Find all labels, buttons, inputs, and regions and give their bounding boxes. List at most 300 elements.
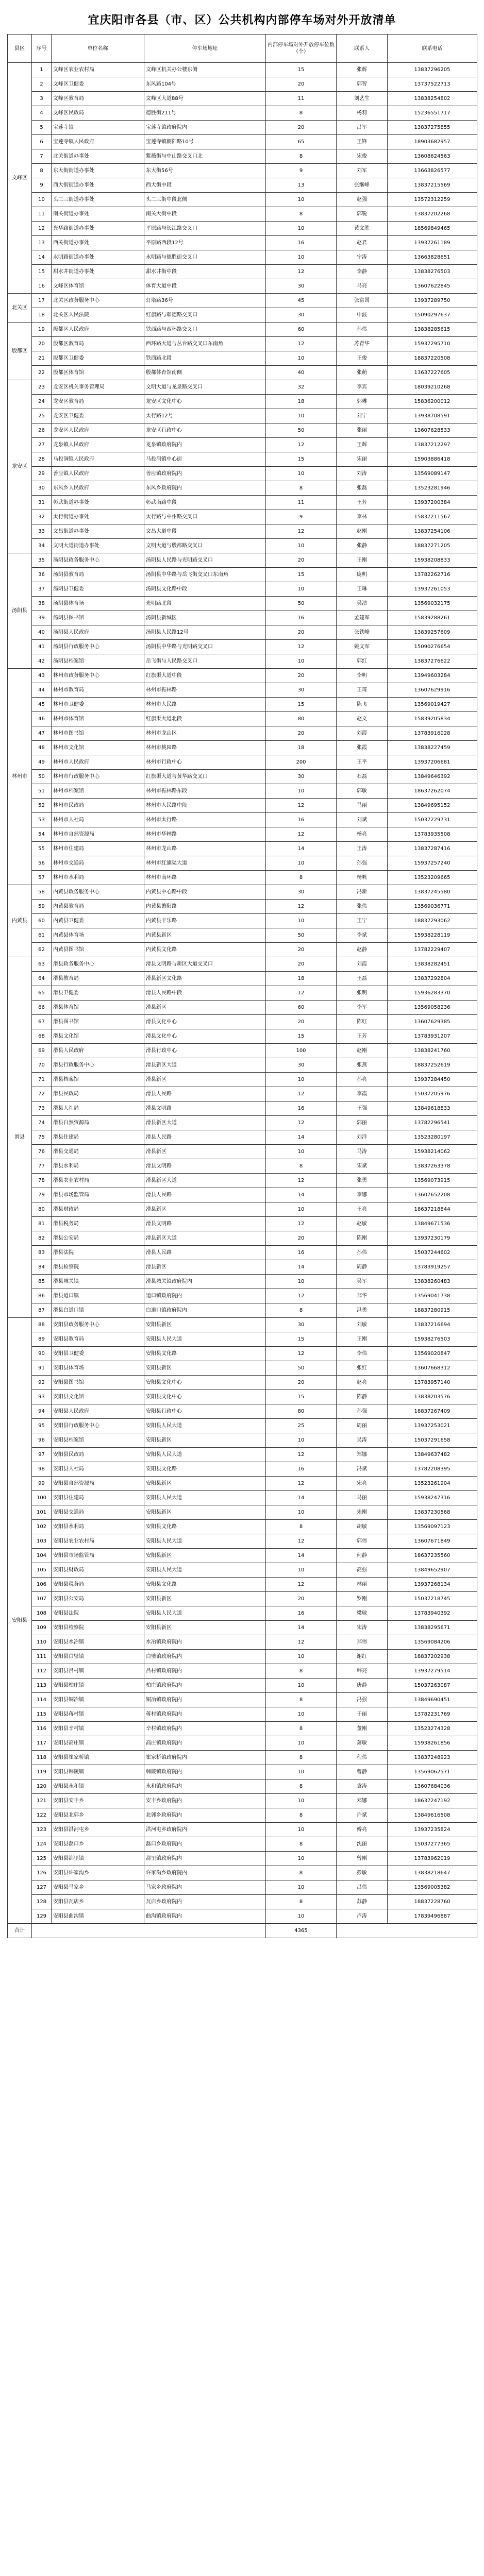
address-cell: 林州市太行路 <box>144 813 266 827</box>
contact-cell: 张霞 <box>337 741 388 755</box>
contact-cell: 王俊 <box>337 351 388 366</box>
unit-name-cell: 滑县交通局 <box>52 1145 144 1159</box>
unit-name-cell: 殷都区人民政府 <box>52 323 144 337</box>
address-cell: 汤阴县人民路12号 <box>144 625 266 640</box>
unit-name-cell: 安阳县体育场 <box>52 1361 144 1376</box>
row-number-cell: 75 <box>32 1130 52 1145</box>
spaces-cell: 18 <box>266 972 337 986</box>
contact-cell: 吕伟 <box>337 1880 388 1895</box>
contact-cell: 邓娜 <box>337 1794 388 1808</box>
phone-cell: 18837202938 <box>388 1650 477 1664</box>
spaces-cell: 20 <box>266 77 337 92</box>
contact-cell: 卢涛 <box>337 1909 388 1924</box>
spaces-cell: 16 <box>266 1246 337 1260</box>
row-number-cell: 33 <box>32 524 52 539</box>
contact-cell: 苏青华 <box>337 337 388 351</box>
phone-cell: 13608624563 <box>388 149 477 164</box>
address-cell: 宝莲寺镇政府院内 <box>144 121 266 135</box>
phone-cell: 15236551717 <box>388 106 477 121</box>
row-number-cell: 64 <box>32 972 52 986</box>
contact-cell: 孙强 <box>337 856 388 871</box>
unit-name-cell: 安阳县白璧镇 <box>52 1650 144 1664</box>
phone-cell: 13849637482 <box>388 1448 477 1462</box>
row-number-cell: 27 <box>32 438 52 452</box>
unit-name-cell: 林州市交通局 <box>52 856 144 871</box>
unit-name-cell: 永明路街道办事处 <box>52 250 144 265</box>
row-number-cell: 45 <box>32 698 52 712</box>
unit-name-cell: 滑县检察院 <box>52 1260 144 1275</box>
table-row <box>8 1549 477 1563</box>
table-row <box>8 1419 477 1433</box>
phone-cell: 13849618833 <box>388 1101 477 1116</box>
spaces-cell: 8 <box>266 1520 337 1534</box>
row-number-cell: 16 <box>32 279 52 294</box>
address-cell: 滑县新区大道 <box>144 1174 266 1188</box>
row-number-cell: 23 <box>32 380 52 395</box>
row-number-cell: 106 <box>32 1578 52 1592</box>
table-body <box>8 63 477 1938</box>
phone-cell: 13607652208 <box>388 1188 477 1202</box>
row-number-cell: 53 <box>32 813 52 827</box>
row-number-cell: 15 <box>32 265 52 279</box>
table-row <box>8 1736 477 1751</box>
address-cell: 林州市振林路东段 <box>144 784 266 799</box>
spaces-cell: 80 <box>266 712 337 726</box>
table-row <box>8 1332 477 1347</box>
contact-cell: 张继峰 <box>337 178 388 193</box>
unit-name-cell: 安阳县吕村镇 <box>52 1664 144 1679</box>
row-number-cell: 4 <box>32 106 52 121</box>
address-cell: 文峰区机关办公楼东侧 <box>144 63 266 77</box>
contact-cell: 郭智 <box>337 77 388 92</box>
contact-cell: 张燕 <box>337 1058 388 1073</box>
spaces-cell: 15 <box>266 1332 337 1347</box>
unit-name-cell: 龙泉镇人民政府 <box>52 438 144 452</box>
table-row <box>8 1029 477 1044</box>
spaces-cell: 8 <box>266 106 337 121</box>
spaces-cell: 50 <box>266 1361 337 1376</box>
phone-cell: 15037291658 <box>388 1433 477 1448</box>
address-cell: 滑县文明路与新区大道交叉口 <box>144 957 266 972</box>
table-row <box>8 222 477 236</box>
spaces-cell: 10 <box>266 784 337 799</box>
phone-cell: 13938708591 <box>388 409 477 423</box>
phone-cell: 15037263087 <box>388 1679 477 1693</box>
contact-cell: 刘艺生 <box>337 92 388 106</box>
table-row <box>8 957 477 972</box>
unit-name-cell: 文峰区农业农村局 <box>52 63 144 77</box>
spaces-cell: 10 <box>266 351 337 366</box>
phone-cell: 13783940392 <box>388 1606 477 1621</box>
spaces-cell: 12 <box>266 640 337 654</box>
table-row <box>8 1693 477 1707</box>
unit-name-cell: 安阳县北郭乡 <box>52 1808 144 1823</box>
address-cell: 宝莲寺镇朝阳路10号 <box>144 135 266 149</box>
table-row <box>8 294 477 308</box>
unit-name-cell: 滑县民政局 <box>52 1087 144 1101</box>
header-phone: 联系电话 <box>388 35 477 63</box>
address-cell: 滑县新区大道 <box>144 1116 266 1130</box>
contact-cell: 马亮 <box>337 279 388 294</box>
unit-name-cell: 安阳县磊口乡 <box>52 1837 144 1852</box>
phone-cell: 18637262074 <box>388 784 477 799</box>
address-cell: 柏庄镇政府院内 <box>144 1679 266 1693</box>
address-cell: 滑县新区 <box>144 1001 266 1015</box>
spaces-cell: 12 <box>266 1289 337 1303</box>
spaces-cell: 16 <box>266 813 337 827</box>
table-row <box>8 1318 477 1332</box>
address-cell: 滑县新区大道 <box>144 1058 266 1073</box>
row-number-cell: 28 <box>32 452 52 467</box>
contact-cell: 宋亮 <box>337 1477 388 1491</box>
contact-cell: 王芳 <box>337 1029 388 1044</box>
table-row <box>8 1217 477 1231</box>
contact-cell: 吴军 <box>337 1275 388 1289</box>
table-row <box>8 755 477 770</box>
row-number-cell: 10 <box>32 193 52 207</box>
unit-name-cell: 滑县教育局 <box>52 972 144 986</box>
table-row <box>8 77 477 92</box>
row-number-cell: 59 <box>32 900 52 914</box>
table-row <box>8 712 477 726</box>
phone-cell: 15837211567 <box>388 510 477 524</box>
phone-cell: 13783919257 <box>388 1260 477 1275</box>
contact-cell: 王锋 <box>337 135 388 149</box>
spaces-cell: 20 <box>266 1592 337 1606</box>
phone-cell: 13838285615 <box>388 323 477 337</box>
contact-cell: 唐静 <box>337 1679 388 1693</box>
table-row <box>8 1707 477 1722</box>
table-row <box>8 625 477 640</box>
spaces-cell: 12 <box>266 1578 337 1592</box>
contact-cell: 刘斌 <box>337 813 388 827</box>
table-row <box>8 1159 477 1174</box>
table-row <box>8 106 477 121</box>
unit-name-cell: 滑县农业农村局 <box>52 1174 144 1188</box>
unit-name-cell: 安阳县卫健委 <box>52 1347 144 1361</box>
row-number-cell: 99 <box>32 1477 52 1491</box>
document-title: 宜庆阳市各县（市、区）公共机构内部停车场对外开放清单 <box>88 14 396 27</box>
address-cell: 岳飞街与人民路交叉口 <box>144 654 266 669</box>
address-cell: 水冶镇政府院内 <box>144 1635 266 1650</box>
table-row <box>8 597 477 611</box>
address-cell: 汤阴县文化路中段 <box>144 582 266 597</box>
phone-cell: 13523280197 <box>388 1130 477 1145</box>
row-number-cell: 128 <box>32 1895 52 1909</box>
address-cell: 滑县人民路 <box>144 1246 266 1260</box>
spaces-cell: 12 <box>266 1635 337 1650</box>
row-number-cell: 73 <box>32 1101 52 1116</box>
row-number-cell: 43 <box>32 669 52 683</box>
table-row <box>8 1794 477 1808</box>
address-cell: 汤阴县新城区 <box>144 611 266 625</box>
phone-cell: 13783935508 <box>388 827 477 842</box>
phone-cell: 13783962019 <box>388 1852 477 1866</box>
spaces-cell: 50 <box>266 423 337 438</box>
address-cell: 安阳县新区 <box>144 1361 266 1376</box>
table-row <box>8 1202 477 1217</box>
unit-name-cell: 内黄县图书馆 <box>52 943 144 957</box>
address-cell: 白道口镇政府院内 <box>144 1303 266 1318</box>
contact-cell: 王磊 <box>337 972 388 986</box>
row-number-cell: 57 <box>32 871 52 885</box>
spaces-cell: 200 <box>266 755 337 770</box>
row-number-cell: 39 <box>32 611 52 625</box>
table-row <box>8 1823 477 1837</box>
table-row <box>8 539 477 553</box>
address-cell: 滑县人民路 <box>144 1130 266 1145</box>
address-cell: 滑县文明路 <box>144 1159 266 1174</box>
contact-cell: 吕军 <box>337 121 388 135</box>
address-cell: 西大街中段 <box>144 178 266 193</box>
phone-cell: 15037244602 <box>388 1246 477 1260</box>
address-cell: 磊口乡政府院内 <box>144 1837 266 1852</box>
row-number-cell: 62 <box>32 943 52 957</box>
row-number-cell: 71 <box>32 1073 52 1087</box>
row-number-cell: 46 <box>32 712 52 726</box>
table-row <box>8 611 477 625</box>
table-row <box>8 1578 477 1592</box>
unit-name-cell: 甜水井街道办事处 <box>52 265 144 279</box>
phone-cell: 13837275855 <box>388 121 477 135</box>
table-row <box>8 308 477 323</box>
contact-cell: 赵强 <box>337 193 388 207</box>
row-number-cell: 38 <box>32 597 52 611</box>
spaces-cell: 8 <box>266 1837 337 1852</box>
row-number-cell: 11 <box>32 207 52 222</box>
table-row <box>8 92 477 106</box>
spaces-cell: 20 <box>266 957 337 972</box>
row-number-cell: 101 <box>32 1505 52 1520</box>
spaces-cell: 10 <box>266 1505 337 1520</box>
spaces-cell: 12 <box>266 524 337 539</box>
table-row <box>8 698 477 712</box>
unit-name-cell: 安阳县市场监管局 <box>52 1549 144 1563</box>
row-number-cell: 58 <box>32 885 52 900</box>
spaces-cell: 12 <box>266 986 337 1001</box>
address-cell: 安阳县人民大道 <box>144 1534 266 1549</box>
spaces-cell: 10 <box>266 1794 337 1808</box>
table-row <box>8 1073 477 1087</box>
address-cell: 内黄县新区 <box>144 928 266 943</box>
contact-cell: 张萌 <box>337 366 388 380</box>
contact-cell: 刘霞 <box>337 726 388 741</box>
phone-cell: 15938247316 <box>388 1491 477 1505</box>
address-cell: 内黄县丰乐路 <box>144 914 266 928</box>
phone-cell: 13837212297 <box>388 438 477 452</box>
table-row <box>8 770 477 784</box>
unit-name-cell: 龙安区教育局 <box>52 395 144 409</box>
table-row <box>8 726 477 741</box>
unit-name-cell: 滑县卫健委 <box>52 986 144 1001</box>
district-cell: 林州市 <box>8 669 32 885</box>
spaces-cell: 14 <box>266 1491 337 1505</box>
unit-name-cell: 林州市人民政府 <box>52 755 144 770</box>
row-number-cell: 22 <box>32 366 52 380</box>
row-number-cell: 98 <box>32 1462 52 1477</box>
contact-cell: 李斌 <box>337 928 388 943</box>
address-cell: 红旗路与彰德路交叉口 <box>144 308 266 323</box>
unit-name-cell: 安阳县曲沟镇 <box>52 1909 144 1924</box>
address-cell: 灯塔路36号 <box>144 294 266 308</box>
contact-cell: 郑伟 <box>337 1635 388 1650</box>
unit-name-cell: 安阳县财政局 <box>52 1563 144 1578</box>
row-number-cell: 44 <box>32 683 52 698</box>
phone-cell: 13837292804 <box>388 972 477 986</box>
spaces-cell: 8 <box>266 1664 337 1679</box>
row-number-cell: 78 <box>32 1174 52 1188</box>
table-row <box>8 149 477 164</box>
contact-cell: 宋涛 <box>337 1621 388 1635</box>
row-number-cell: 123 <box>32 1823 52 1837</box>
contact-cell: 宋俊 <box>337 149 388 164</box>
contact-cell: 张勇 <box>337 1174 388 1188</box>
address-cell: 滑县文明路 <box>144 1101 266 1116</box>
header-unit-name: 单位名称 <box>52 35 144 63</box>
address-cell: 殷都体育馆南侧 <box>144 366 266 380</box>
address-cell: 安阳县人民大道 <box>144 1419 266 1433</box>
contact-cell: 姚文军 <box>337 640 388 654</box>
address-cell: 文明大道与殷都路交叉口 <box>144 539 266 553</box>
spaces-cell: 16 <box>266 236 337 250</box>
unit-name-cell: 安阳县辛村镇 <box>52 1722 144 1736</box>
row-number-cell: 96 <box>32 1433 52 1448</box>
table-row <box>8 799 477 813</box>
spaces-cell: 20 <box>266 1376 337 1390</box>
spaces-cell: 10 <box>266 1650 337 1664</box>
contact-cell: 梁敏 <box>337 1606 388 1621</box>
address-cell: 德胜街211号 <box>144 106 266 121</box>
table-row <box>8 1101 477 1116</box>
phone-cell: 13937261189 <box>388 236 477 250</box>
contact-cell: 张丽 <box>337 423 388 438</box>
table-row <box>8 323 477 337</box>
table-row <box>8 1880 477 1895</box>
address-cell: 西环路大道与丛台路交叉口东南角 <box>144 337 266 351</box>
contact-cell: 刘涛 <box>337 467 388 481</box>
table-row <box>8 1404 477 1419</box>
contact-cell: 王亮 <box>337 1202 388 1217</box>
address-cell: 安阳县人民大道 <box>144 1448 266 1462</box>
spaces-cell: 12 <box>266 1087 337 1101</box>
row-number-cell: 105 <box>32 1563 52 1578</box>
table-row <box>8 1390 477 1404</box>
table-row <box>8 1361 477 1376</box>
contact-cell: 傅亮 <box>337 1823 388 1837</box>
table-row <box>8 1837 477 1852</box>
unit-name-cell: 安阳县教育局 <box>52 1332 144 1347</box>
row-number-cell: 66 <box>32 1001 52 1015</box>
phone-cell: 13849652907 <box>388 1563 477 1578</box>
unit-name-cell: 安阳县许家沟乡 <box>52 1866 144 1880</box>
row-number-cell: 81 <box>32 1217 52 1231</box>
spaces-cell: 12 <box>266 1477 337 1491</box>
contact-cell: 宋斌 <box>337 1159 388 1174</box>
header-address: 停车场地址 <box>144 35 266 63</box>
row-number-cell: 111 <box>32 1650 52 1664</box>
unit-name-cell: 汤阴县卫健委 <box>52 582 144 597</box>
address-cell: 洪河屯乡政府院内 <box>144 1823 266 1837</box>
phone-cell: 13838241760 <box>388 1044 477 1058</box>
phone-cell: 13837216694 <box>388 1318 477 1332</box>
address-cell: 安阳县人民大道 <box>144 1606 266 1621</box>
table-row <box>8 640 477 654</box>
table-row <box>8 1246 477 1260</box>
table-row <box>8 409 477 423</box>
spaces-cell: 30 <box>266 308 337 323</box>
table-row <box>8 1130 477 1145</box>
table-row <box>8 265 477 279</box>
spaces-cell: 12 <box>266 438 337 452</box>
table-row <box>8 827 477 842</box>
unit-name-cell: 文明大道街道办事处 <box>52 539 144 553</box>
row-number-cell: 113 <box>32 1679 52 1693</box>
table-row <box>8 972 477 986</box>
spaces-cell: 15 <box>266 1029 337 1044</box>
unit-name-cell: 滑县政务服务中心 <box>52 957 144 972</box>
spaces-cell: 15 <box>266 568 337 582</box>
unit-name-cell: 林州市教育局 <box>52 683 144 698</box>
contact-cell: 杨莉 <box>337 106 388 121</box>
contact-cell: 孙强 <box>337 1404 388 1419</box>
phone-cell: 13607629916 <box>388 683 477 698</box>
table-row <box>8 1650 477 1664</box>
unit-name-cell: 安阳县都里镇 <box>52 1852 144 1866</box>
table-row <box>8 669 477 683</box>
address-cell: 内黄县中心路中段 <box>144 885 266 900</box>
row-number-cell: 90 <box>32 1347 52 1361</box>
spaces-cell: 15 <box>266 63 337 77</box>
unit-name-cell: 南关街道办事处 <box>52 207 144 222</box>
phone-cell: 13782229407 <box>388 943 477 957</box>
unit-name-cell: 西关街道办事处 <box>52 236 144 250</box>
spaces-cell: 10 <box>266 222 337 236</box>
unit-name-cell: 林州市民政局 <box>52 799 144 813</box>
row-number-cell: 100 <box>32 1491 52 1505</box>
header-no: 序号 <box>32 35 52 63</box>
spaces-cell: 10 <box>266 1073 337 1087</box>
table-row <box>8 1001 477 1015</box>
row-number-cell: 41 <box>32 640 52 654</box>
spaces-cell: 10 <box>266 1852 337 1866</box>
contact-cell: 郭琳 <box>337 395 388 409</box>
unit-name-cell: 汤阴县档案馆 <box>52 654 144 669</box>
contact-cell: 李军 <box>337 1001 388 1015</box>
spaces-cell: 14 <box>266 1188 337 1202</box>
contact-cell: 郭锐 <box>337 207 388 222</box>
spaces-cell: 8 <box>266 1780 337 1794</box>
table-row <box>8 467 477 481</box>
address-cell: 安阳县文化路 <box>144 1578 266 1592</box>
unit-name-cell: 东大街街道办事处 <box>52 164 144 178</box>
table-row <box>8 164 477 178</box>
phone-cell: 13937284450 <box>388 1073 477 1087</box>
row-number-cell: 20 <box>32 337 52 351</box>
spaces-cell: 60 <box>266 1001 337 1015</box>
phone-cell: 13523209665 <box>388 871 477 885</box>
table-row <box>8 654 477 669</box>
row-number-cell: 129 <box>32 1909 52 1924</box>
address-cell: 汤阴县中华路与光明路交叉口 <box>144 640 266 654</box>
phone-cell: 13663828651 <box>388 250 477 265</box>
contact-cell: 郭伟 <box>337 1534 388 1549</box>
phone-cell: 13782296541 <box>388 1116 477 1130</box>
address-cell: 林州市龙山区 <box>144 726 266 741</box>
address-cell: 滑县新区文化路 <box>144 972 266 986</box>
contact-cell: 马涛 <box>337 1145 388 1159</box>
row-number-cell: 37 <box>32 582 52 597</box>
contact-cell: 李静 <box>337 265 388 279</box>
